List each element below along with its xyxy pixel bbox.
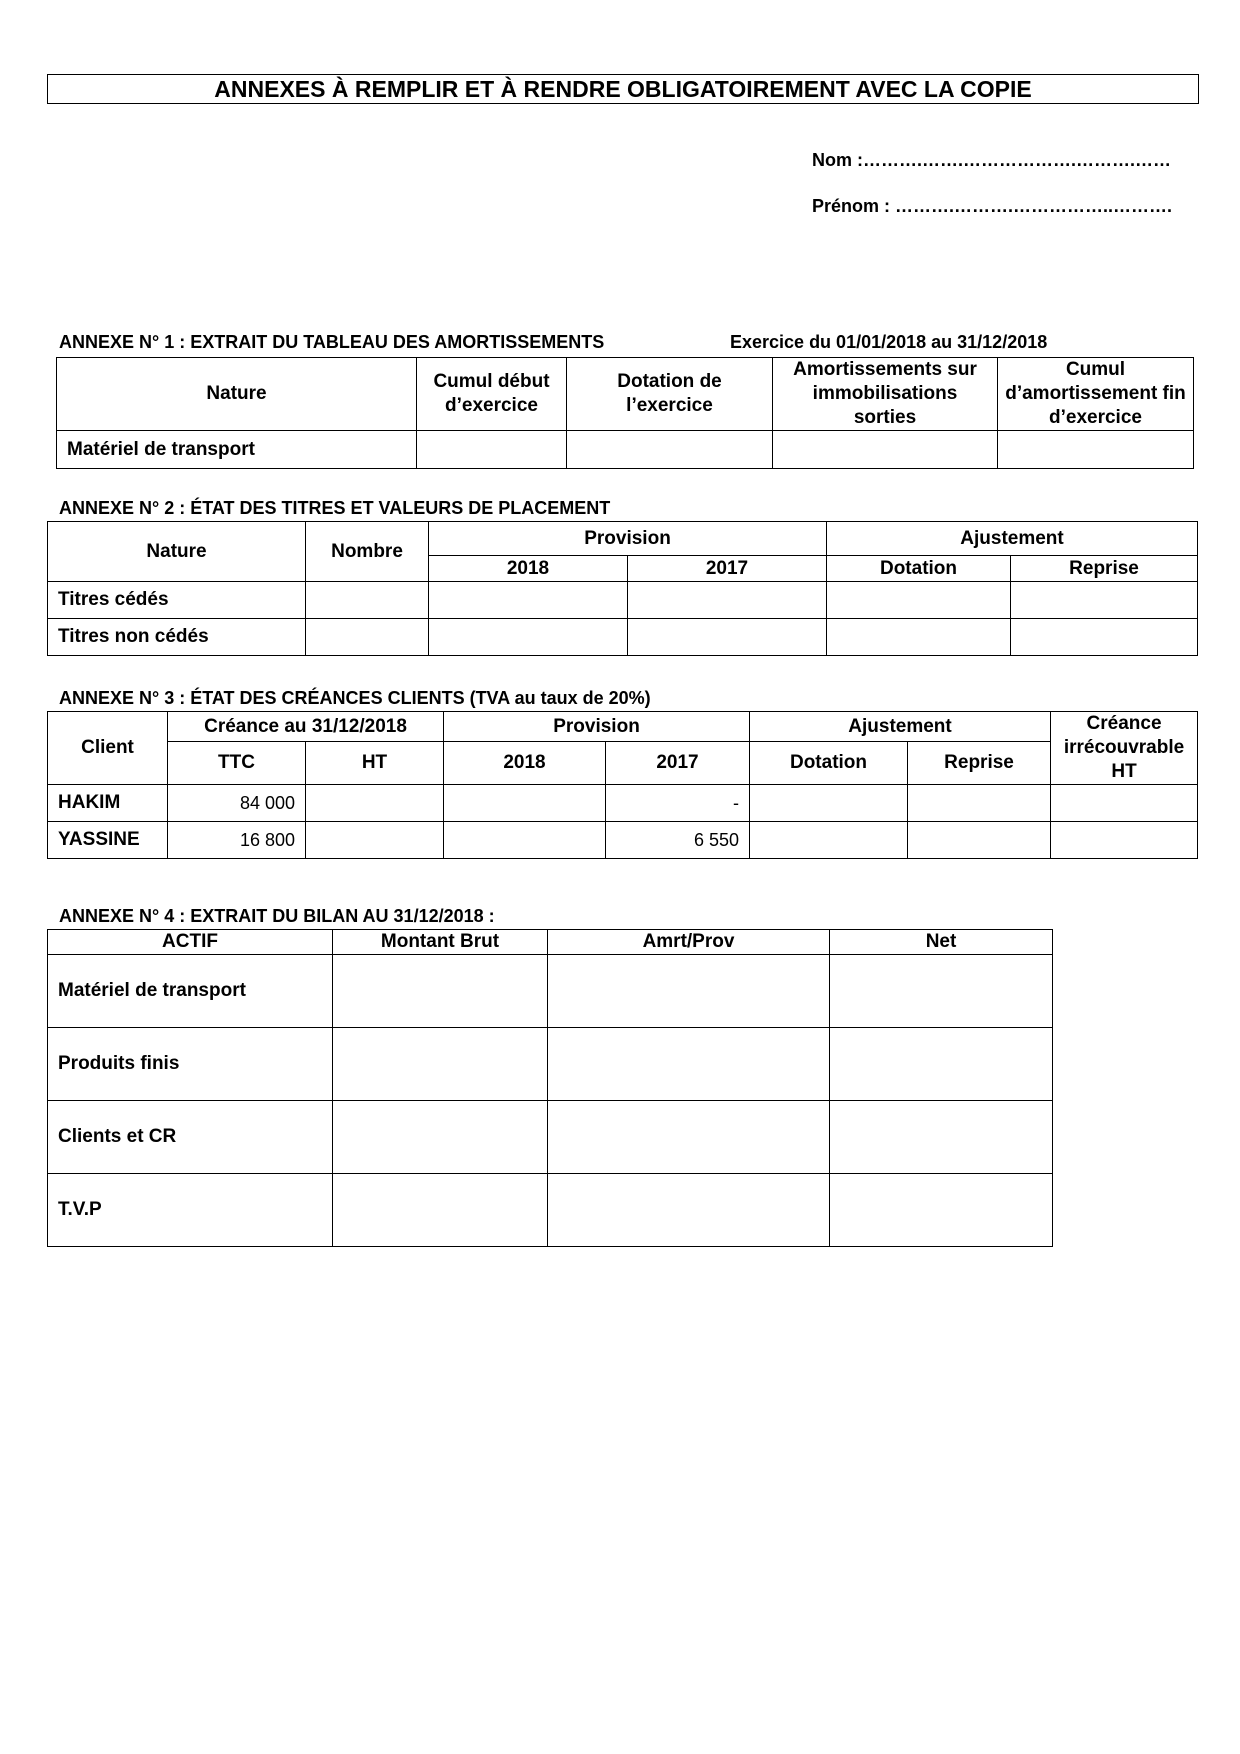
- header-cumul-fin: Cumul d’amortissement fin d’exercice: [998, 358, 1194, 431]
- cell-input[interactable]: [830, 1174, 1053, 1247]
- annexe1-exercice: Exercice du 01/01/2018 au 31/12/2018: [730, 332, 1048, 352]
- annexe3-table: [47, 711, 1198, 859]
- cell-input[interactable]: [830, 1028, 1053, 1101]
- header-amort-sorties: Amortissements sur immobilisations sorties: [773, 358, 998, 431]
- cell-input[interactable]: [306, 582, 429, 619]
- page-title: ANNEXES À REMPLIR ET À RENDRE OBLIGATOIREMENT AVEC LA COPIE: [47, 74, 1199, 104]
- cell-input[interactable]: [333, 1101, 548, 1174]
- header-cumul-debut: Cumul début d’exercice: [417, 358, 567, 431]
- cell-input[interactable]: [333, 1028, 548, 1101]
- annexe3-heading: ANNEXE N° 3 : ÉTAT DES CRÉANCES CLIENTS (TVA au taux de 20%): [59, 688, 651, 708]
- cell-input[interactable]: [306, 785, 444, 822]
- cell-input[interactable]: [417, 431, 567, 469]
- table-row: [57, 431, 1194, 469]
- cell-input[interactable]: [548, 1101, 830, 1174]
- ttc-value: 84 000: [168, 785, 306, 822]
- cell-input[interactable]: [567, 431, 773, 469]
- header-ttc: TTC: [168, 742, 306, 785]
- cell-input[interactable]: [429, 619, 628, 656]
- cell-input[interactable]: [548, 1174, 830, 1247]
- cell-input[interactable]: [908, 822, 1051, 859]
- cell-input[interactable]: [998, 431, 1194, 469]
- header-ajustement: Ajustement: [750, 712, 1051, 742]
- cell-input[interactable]: [333, 955, 548, 1028]
- annexe4-table: [47, 929, 1053, 1247]
- annexe1-heading: ANNEXE N° 1 : EXTRAIT DU TABLEAU DES AMORTISSEMENTS: [59, 332, 605, 352]
- header-client: Client: [48, 712, 168, 785]
- table-row: [48, 582, 1198, 619]
- header-irrecouvrable: Créance irrécouvrable HT: [1051, 712, 1198, 785]
- client-name: HAKIM: [48, 785, 168, 822]
- header-2017: 2017: [606, 742, 750, 785]
- header-2018: 2018: [429, 556, 628, 582]
- header-provision: Provision: [429, 522, 827, 556]
- header-dotation: Dotation: [827, 556, 1011, 582]
- cell-input[interactable]: [1011, 582, 1198, 619]
- header-reprise: Reprise: [908, 742, 1051, 785]
- header-2017: 2017: [628, 556, 827, 582]
- cell-input[interactable]: [333, 1174, 548, 1247]
- row-label: Titres non cédés: [48, 619, 306, 656]
- provision-2017-value: 6 550: [606, 822, 750, 859]
- cell-input[interactable]: [429, 582, 628, 619]
- header-dotation: Dotation: [750, 742, 908, 785]
- header-montant-brut: Montant Brut: [333, 930, 548, 955]
- provision-2017-value: -: [606, 785, 750, 822]
- header-reprise: Reprise: [1011, 556, 1198, 582]
- row-label: Titres cédés: [48, 582, 306, 619]
- cell-input[interactable]: [548, 1028, 830, 1101]
- ttc-value: 16 800: [168, 822, 306, 859]
- prenom-field[interactable]: Prénom : ……….……….……………..……….: [812, 196, 1173, 216]
- annexe4-heading: ANNEXE N° 4 : EXTRAIT DU BILAN AU 31/12/2018 :: [59, 906, 495, 926]
- header-nature: Nature: [48, 522, 306, 582]
- header-dotation: Dotation de l’exercice: [567, 358, 773, 431]
- row-label: Matériel de transport: [48, 955, 333, 1028]
- row-label: T.V.P: [48, 1174, 333, 1247]
- cell-input[interactable]: [548, 955, 830, 1028]
- header-2018: 2018: [444, 742, 606, 785]
- row-label: Clients et CR: [48, 1101, 333, 1174]
- cell-input[interactable]: [444, 822, 606, 859]
- header-ht: HT: [306, 742, 444, 785]
- cell-input[interactable]: [306, 619, 429, 656]
- row-label: Produits finis: [48, 1028, 333, 1101]
- header-creance: Créance au 31/12/2018: [168, 712, 444, 742]
- cell-input[interactable]: [1051, 785, 1198, 822]
- cell-input[interactable]: [1051, 822, 1198, 859]
- annexe1-table: [56, 357, 1194, 469]
- header-nature: Nature: [57, 358, 417, 431]
- cell-input[interactable]: [628, 582, 827, 619]
- cell-input[interactable]: [444, 785, 606, 822]
- cell-input[interactable]: [306, 822, 444, 859]
- header-ajustement: Ajustement: [827, 522, 1198, 556]
- header-amrt-prov: Amrt/Prov: [548, 930, 830, 955]
- cell-input[interactable]: [830, 955, 1053, 1028]
- header-provision: Provision: [444, 712, 750, 742]
- row-label: Matériel de transport: [57, 431, 417, 469]
- cell-input[interactable]: [827, 582, 1011, 619]
- cell-input[interactable]: [773, 431, 998, 469]
- table-row: [48, 619, 1198, 656]
- annexe2-table: [47, 521, 1198, 656]
- table-row: [48, 1174, 1053, 1247]
- client-name: YASSINE: [48, 822, 168, 859]
- cell-input[interactable]: [827, 619, 1011, 656]
- table-row: [48, 1101, 1053, 1174]
- nom-field[interactable]: Nom :……….…….……………….……….……: [812, 150, 1171, 170]
- table-row: [48, 785, 1198, 822]
- cell-input[interactable]: [908, 785, 1051, 822]
- cell-input[interactable]: [750, 822, 908, 859]
- header-nombre: Nombre: [306, 522, 429, 582]
- cell-input[interactable]: [628, 619, 827, 656]
- cell-input[interactable]: [830, 1101, 1053, 1174]
- header-net: Net: [830, 930, 1053, 955]
- cell-input[interactable]: [750, 785, 908, 822]
- table-row: [48, 955, 1053, 1028]
- header-actif: ACTIF: [48, 930, 333, 955]
- cell-input[interactable]: [1011, 619, 1198, 656]
- annexe2-heading: ANNEXE N° 2 : ÉTAT DES TITRES ET VALEURS DE PLACEMENT: [59, 498, 611, 518]
- table-row: [48, 1028, 1053, 1101]
- table-row: [48, 822, 1198, 859]
